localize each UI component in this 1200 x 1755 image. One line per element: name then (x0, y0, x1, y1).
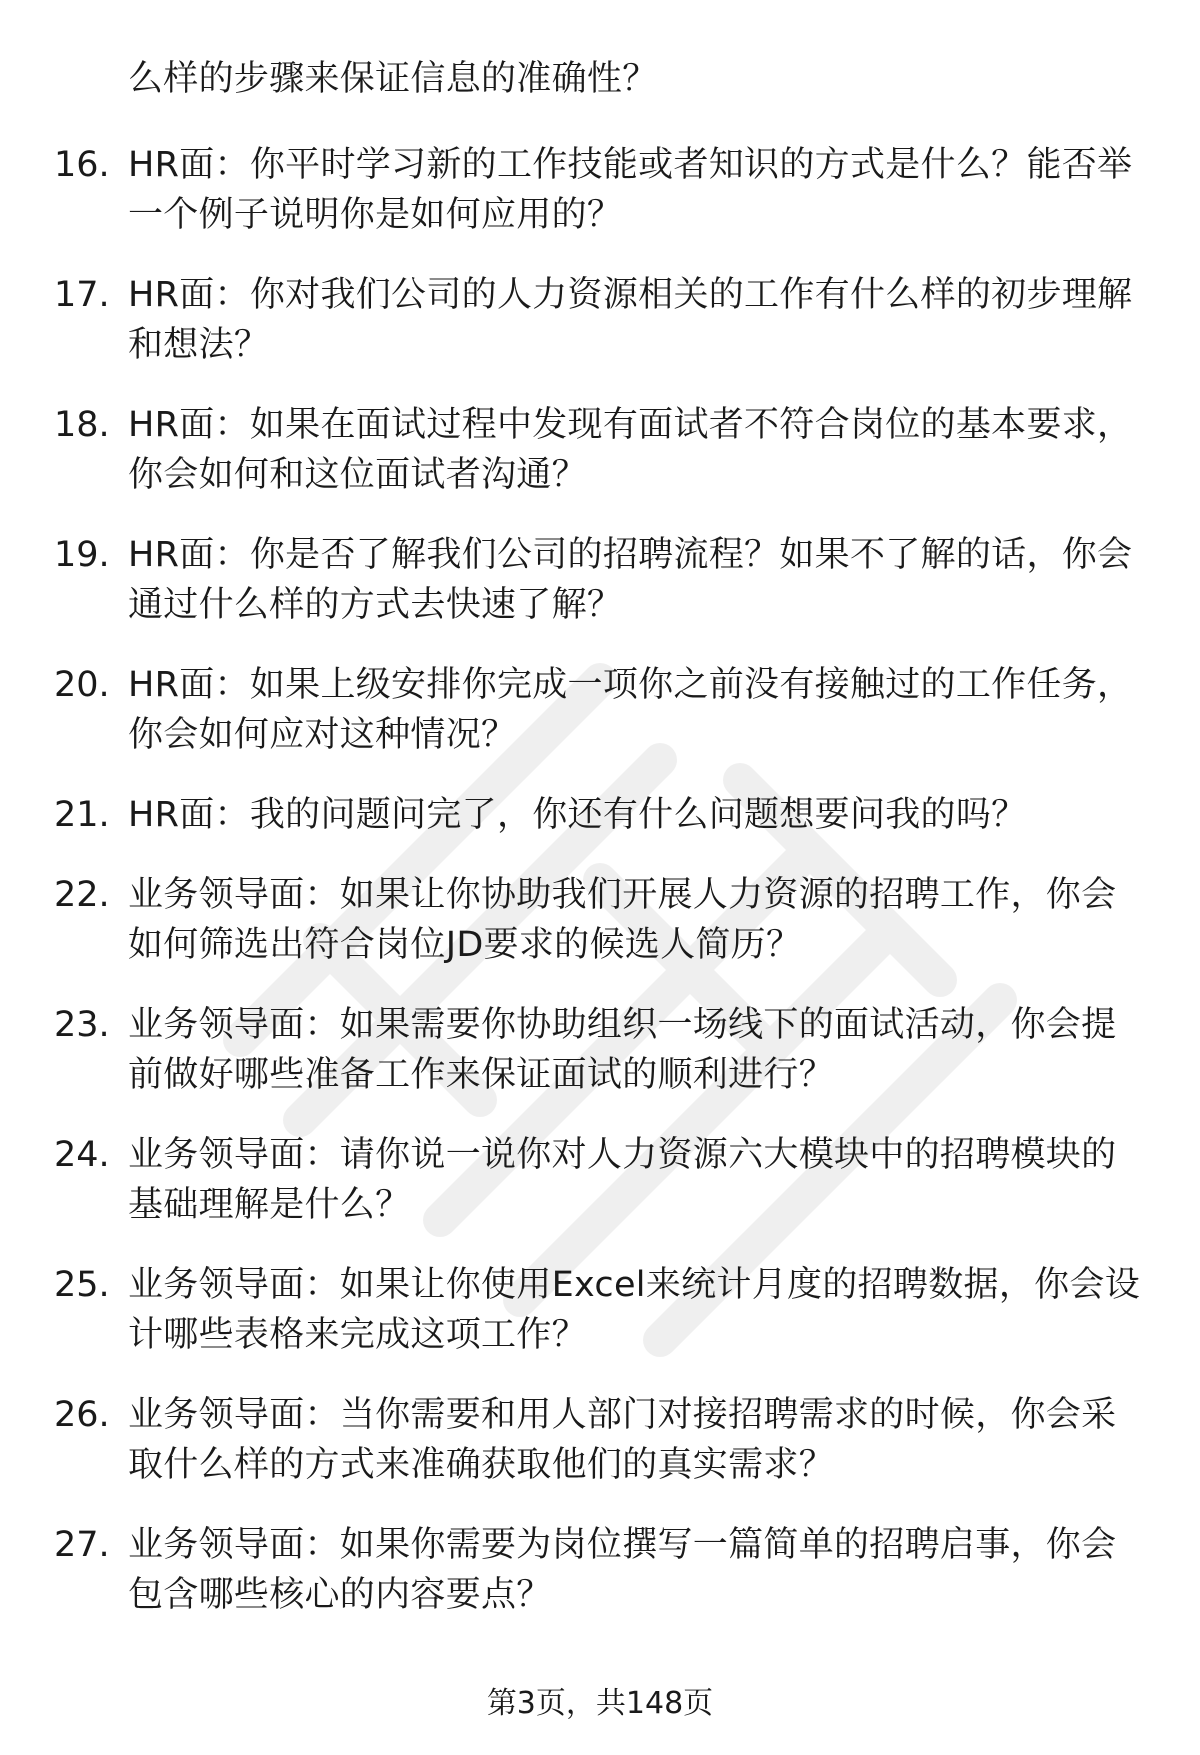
question-number: 16. (54, 145, 110, 185)
question-text: 业务领导面：当你需要和用人部门对接招聘需求的时候，你会采取什么样的方式来准确获取他们的真实需求？ (128, 1395, 1117, 1485)
question-text: 业务领导面：如果需要你协助组织一场线下的面试活动，你会提前做好哪些准备工作来保证面试的顺利进行？ (128, 1005, 1117, 1095)
question-number: 22. (54, 875, 110, 915)
question-number: 26. (54, 1395, 110, 1435)
list-item (0, 140, 1200, 240)
list-item (0, 1260, 1200, 1360)
question-text: 业务领导面：如果你需要为岗位撰写一篇简单的招聘启事，你会包含哪些核心的内容要点？ (128, 1525, 1117, 1615)
list-item (0, 660, 1200, 760)
list-item (0, 1390, 1200, 1490)
question-number: 20. (54, 665, 110, 705)
question-number: 25. (54, 1265, 110, 1305)
list-item (0, 530, 1200, 630)
list-item (0, 400, 1200, 500)
question-text: HR面：我的问题问完了，你还有什么问题想要问我的吗？ (128, 795, 1027, 835)
question-text: HR面：你是否了解我们公司的招聘流程？如果不了解的话，你会通过什么样的方式去快速了解？ (128, 535, 1133, 625)
question-text: 业务领导面：请你说一说你对人力资源六大模块中的招聘模块的基础理解是什么？ (128, 1135, 1117, 1225)
question-text: 业务领导面：如果让你协助我们开展人力资源的招聘工作，你会如何筛选出符合岗位JD要求的候选人简历？ (128, 875, 1117, 965)
list-item (0, 1520, 1200, 1620)
list-item (0, 870, 1200, 970)
question-text: HR面：你平时学习新的工作技能或者知识的方式是什么？能否举一个例子说明你是如何应用的？ (128, 145, 1133, 235)
question-list (0, 140, 1200, 1650)
question-number: 23. (54, 1005, 110, 1045)
question-text: HR面：如果上级安排你完成一项你之前没有接触过的工作任务，你会如何应对这种情况？ (128, 665, 1133, 755)
question-number: 19. (54, 535, 110, 575)
question-number: 24. (54, 1135, 110, 1175)
list-item (0, 270, 1200, 370)
question-text: HR面：如果在面试过程中发现有面试者不符合岗位的基本要求，你会如何和这位面试者沟通？ (128, 405, 1133, 495)
question-number: 18. (54, 405, 110, 445)
continued-question-text: 么样的步骤来保证信息的准确性？ (128, 59, 658, 99)
page-footer: 第3页，共148页 (486, 1686, 714, 1721)
list-item (0, 790, 1200, 840)
question-number: 27. (54, 1525, 110, 1565)
question-number: 17. (54, 275, 110, 315)
list-item (0, 1000, 1200, 1100)
question-number: 21. (54, 795, 110, 835)
question-text: HR面：你对我们公司的人力资源相关的工作有什么样的初步理解和想法？ (128, 275, 1133, 365)
list-item (0, 1130, 1200, 1230)
question-text: 业务领导面：如果让你使用Excel来统计月度的招聘数据，你会设计哪些表格来完成这项工作？ (128, 1265, 1141, 1355)
